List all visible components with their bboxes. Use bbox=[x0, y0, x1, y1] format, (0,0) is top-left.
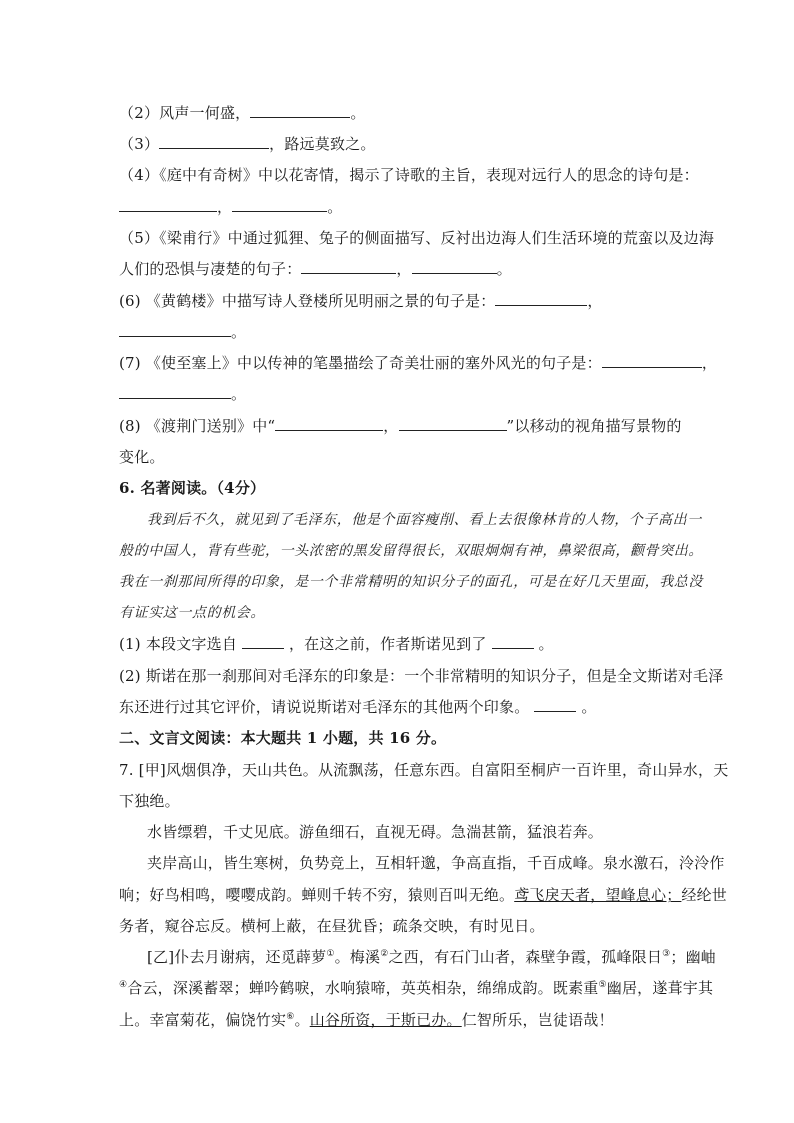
poem-q4-line1: （4）《庭中有奇树》中以花寄情，揭示了诗歌的主旨，表现对远行人的思念的诗句是： bbox=[119, 166, 699, 184]
poem-q5-line1: （5）《梁甫行》中通过狐狸、兔子的侧面描写、反衬出边海人们生活环境的荒蛮以及边海 bbox=[119, 229, 715, 247]
poem-q5-line2: 人们的恐惧与凄楚的句子： ， 。 bbox=[119, 260, 512, 278]
footnote-mark: ⑥ bbox=[286, 1012, 295, 1022]
poem-q2: （2）风声一何盛， 。 bbox=[119, 104, 366, 122]
poem-q8-line1: (8) 《渡荆门送别》中“ ， ”以移动的视角描写景物的 bbox=[119, 417, 682, 435]
answer-blank[interactable] bbox=[159, 134, 269, 149]
answer-blank[interactable] bbox=[399, 416, 507, 431]
poem-q6-line1: (6) 《黄鹤楼》中描写诗人登楼所见明丽之景的句子是： ， bbox=[119, 292, 603, 310]
classical-line: 7. [甲]风烟俱净，天山共色。从流飘荡，任意东西。自富阳至桐庐一百许里，奇山异水，天 bbox=[119, 761, 729, 779]
footnote-mark: ② bbox=[380, 949, 389, 959]
footnote-mark: ③ bbox=[662, 949, 671, 959]
passage-line: 般的中国人，背有些驼，一头浓密的黑发留得很长，双眼炯炯有神，鼻梁很高，颧骨突出。 bbox=[119, 543, 703, 559]
section-2-title: 二、文言文阅读：本大题共 1 小题，共 16 分。 bbox=[119, 729, 447, 747]
reading-q1: (1) 本段文字选自 ，在这之前，作者斯诺见到了 。 bbox=[119, 635, 554, 653]
poem-q4-line2: ， 。 bbox=[119, 197, 342, 217]
answer-blank[interactable] bbox=[602, 353, 702, 368]
answer-blank[interactable] bbox=[301, 259, 396, 274]
classical-line: 上。幸富菊花，偏饶竹实⑥。山谷所资，于斯已办。仁智所乐，岂徒语哉！ bbox=[119, 1011, 614, 1029]
answer-blank[interactable] bbox=[119, 384, 231, 399]
underlined-sentence: 鸢飞戾天者，望峰息心； bbox=[514, 886, 682, 904]
classical-line: ④合云，深溪蓄翠；蝉吟鹤唳，水响猿啼，英英相杂，绵绵成韵。既素重⑤幽居，遂葺宇其 bbox=[119, 979, 714, 997]
answer-blank[interactable] bbox=[492, 634, 534, 649]
answer-blank[interactable] bbox=[534, 697, 576, 712]
reading-q2-line1: (2) 斯诺在那一刹那间对毛泽东的印象是：一个非常精明的知识分子，但是全文斯诺对毛泽 bbox=[119, 667, 724, 685]
answer-blank[interactable] bbox=[119, 197, 217, 212]
poem-q7-line1: (7) 《使至塞上》中以传神的笔墨描绘了奇美壮丽的塞外风光的句子是： ， bbox=[119, 354, 718, 372]
classical-line: [乙]仆去月谢病，还觅薜萝①。梅溪②之西，有石门山者，森壁争霞，孤峰限日③；幽岫 bbox=[147, 948, 716, 966]
section-6-title: 6. 名著阅读。（4分） bbox=[119, 479, 266, 497]
classical-line: 水皆缥碧，千丈见底。游鱼细石，直视无碍。急湍甚箭，猛浪若奔。 bbox=[147, 823, 604, 841]
answer-blank[interactable] bbox=[275, 416, 383, 431]
poem-q3: （3） ，路远莫致之。 bbox=[119, 135, 376, 153]
answer-blank[interactable] bbox=[412, 259, 497, 274]
passage-line: 我在一刹那间所得的印象，是一个非常精明的知识分子的面孔，可是在好几天里面，我总没 bbox=[119, 574, 703, 590]
classical-line: 夹岸高山，皆生寒树，负势竞上，互相轩邈，争高直指，千百成峰。泉水激石，泠泠作 bbox=[147, 854, 725, 872]
passage-line: 有证实这一点的机会。 bbox=[119, 605, 265, 621]
answer-blank[interactable] bbox=[232, 197, 327, 212]
footnote-mark: ⑤ bbox=[598, 980, 607, 990]
classical-line: 响；好鸟相鸣，嘤嘤成韵。蝉则千转不穷，猿则百叫无绝。鸢飞戾天者，望峰息心；经纶世 bbox=[119, 886, 728, 904]
answer-blank[interactable] bbox=[242, 634, 284, 649]
reading-q2-line2: 东还进行过其它评价，请说说斯诺对毛泽东的其他两个印象。 。 bbox=[119, 698, 597, 716]
poem-q6-line2: 。 bbox=[119, 322, 246, 342]
classical-line: 下独绝。 bbox=[119, 792, 180, 810]
passage-line: 我到后不久，就见到了毛泽东，他是个面容瘦削、看上去很像林肯的人物，个子高出一 bbox=[147, 512, 702, 528]
answer-blank[interactable] bbox=[250, 103, 350, 118]
poem-q8-line2: 变化。 bbox=[119, 448, 165, 466]
underlined-sentence: 山谷所资，于斯已办。 bbox=[309, 1011, 462, 1029]
poem-q7-line2: 。 bbox=[119, 384, 246, 404]
answer-blank[interactable] bbox=[495, 291, 587, 306]
classical-line: 务者，窥谷忘反。横柯上蔽，在昼犹昏；疏条交映，有时见日。 bbox=[119, 917, 545, 935]
footnote-mark: ④ bbox=[119, 980, 128, 990]
footnote-mark: ① bbox=[326, 949, 335, 959]
answer-blank[interactable] bbox=[119, 322, 231, 337]
